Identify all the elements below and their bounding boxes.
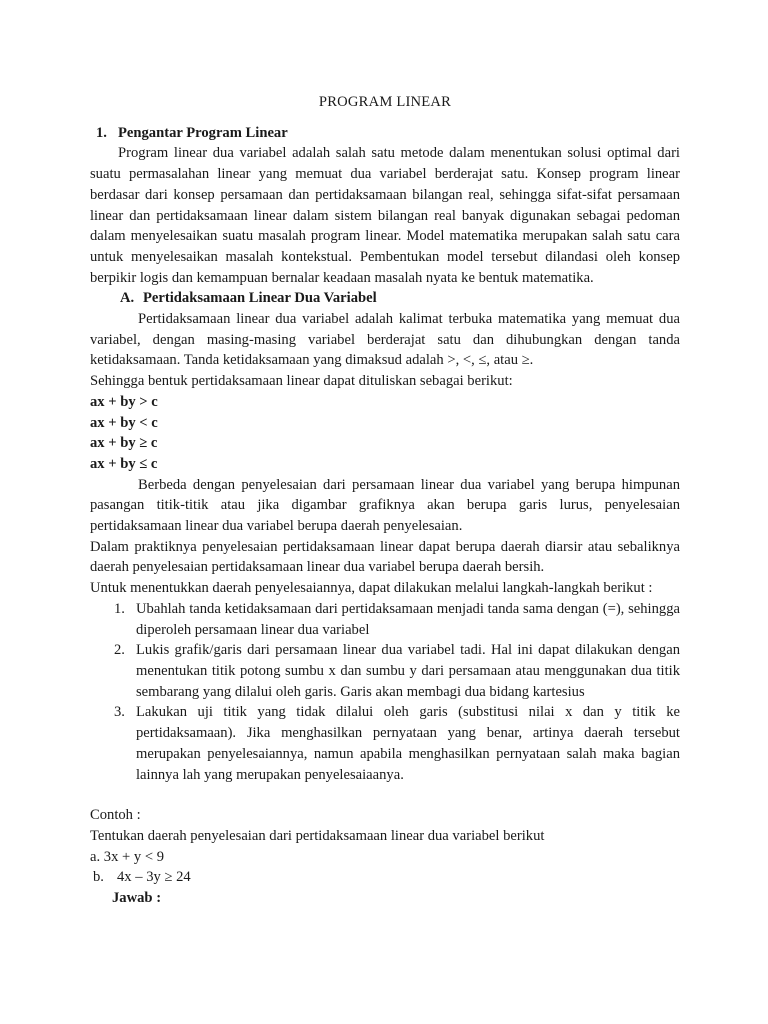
formula-greater: ax + by > c — [90, 393, 158, 410]
example-item-b-tag: b. — [93, 869, 104, 886]
section-1-paragraph: Program linear dua variabel adalah salah satu metode dalam menentukan solusi optimal dari suatu permasalahan linear yang memuat dua variabel berderajat satu. Konsep program linear berdasar dari konsep persamaan dan pertidaksamaan bilangan real, sehingga sifat-sifat persamaan linear dan pertidaksamaan linear dalam sistem bilangan real banyak digunakan sebagai pedoman dalam menyelesaikan suatu masalah program linear. Model matematika merupakan salah satu cara untuk menyelesaikan masalah kontekstual. Pembentukan model tersebut dilandasi oleh konsep berpikir logis dan kemampuan bernalar keadaan masalah nyata ke bentuk matematika. — [90, 145, 680, 286]
formula-greater-equal: ax + by ≥ c — [90, 435, 158, 452]
section-a-paragraph-3: Berbeda dengan penyelesaian dari persamaan linear dua variabel yang berupa himpunan pasangan titik-titik atau jika digambar grafiknya akan berupa garis lurus, penyelesaian pertidaksamaan linear dua variabel berupa daerah penyelesaian. — [90, 476, 680, 535]
step-number: 1. — [114, 600, 125, 617]
step-text: Lakukan uji titik yang tidak dilalui oleh garis (substitusi nilai x dan y titik ke pertidaksamaan). Jika menghasilkan pernyataan yang benar, artinya daerah tersebut merupakan penyelesaiannya, namun apabila menghasilkan pernyataan salah maka bagian lainnya lah yang merupakan penyelesaiaanya. — [136, 704, 680, 783]
example-item-b-text: 4x – 3y ≥ 24 — [117, 869, 191, 886]
section-a-paragraph-1: Pertidaksamaan linear dua variabel adalah kalimat terbuka matematika yang memuat dua variabel, dengan masing-masing variabel berderajat satu dan dihubungkan dengan tanda ketidaksamaan. Tanda ketidaksamaan yang dimaksud adalah >, <, ≤, atau ≥. — [90, 311, 680, 369]
list-item — [90, 702, 680, 785]
section-a-paragraph-4: Dalam praktiknya penyelesaian pertidaksamaan linear dapat berupa daerah diarsir atau sebaliknya daerah penyelesaian pertidaksamaan linear dua variabel berupa daerah bersih. — [90, 538, 680, 576]
formula-less: ax + by < c — [90, 414, 158, 431]
section-a-heading — [90, 288, 680, 309]
section-1-number: 1. — [96, 124, 107, 141]
list-item — [90, 640, 680, 702]
example-item-b — [90, 867, 680, 888]
section-a-paragraph-2: Sehingga bentuk pertidaksamaan linear dapat dituliskan sebagai berikut: — [90, 373, 513, 390]
step-text: Ubahlah tanda ketidaksamaan dari pertidaksamaan menjadi tanda sama dengan (=), sehingga diperoleh persamaan linear dua variabel — [136, 600, 680, 638]
section-1-heading — [90, 123, 680, 144]
section-a-number: A. — [120, 290, 135, 307]
example-label: Contoh : — [90, 807, 141, 824]
formula-less-equal: ax + by ≤ c — [90, 455, 158, 472]
steps-list — [90, 599, 680, 785]
spacer — [90, 785, 680, 805]
example-prompt: Tentukan daerah penyelesaian dari pertidaksamaan linear dua variabel berikut — [90, 827, 545, 844]
step-number: 3. — [114, 704, 125, 721]
section-a-paragraph-5: Untuk menentukkan daerah penyelesaiannya, dapat dilakukan melalui langkah-langkah berikut : — [90, 580, 653, 597]
section-a-title: Pertidaksamaan Linear Dua Variabel — [143, 290, 377, 307]
step-number: 2. — [114, 642, 125, 659]
step-text: Lukis grafik/garis dari persamaan linear dua variabel tadi. Hal ini dapat dilakukan dengan menentukan titik potong sumbu x dan sumbu y dari persamaan atau menggunakan dua titik sembarang yang dilalui oleh garis. Garis akan membagi dua bidang kartesius — [136, 642, 680, 700]
answer-label: Jawab : — [112, 890, 162, 907]
page-title: PROGRAM LINEAR — [318, 94, 452, 110]
list-item — [90, 599, 680, 640]
example-item-a: a. 3x + y < 9 — [90, 848, 165, 865]
section-1-title: Pengantar Program Linear — [118, 124, 288, 141]
